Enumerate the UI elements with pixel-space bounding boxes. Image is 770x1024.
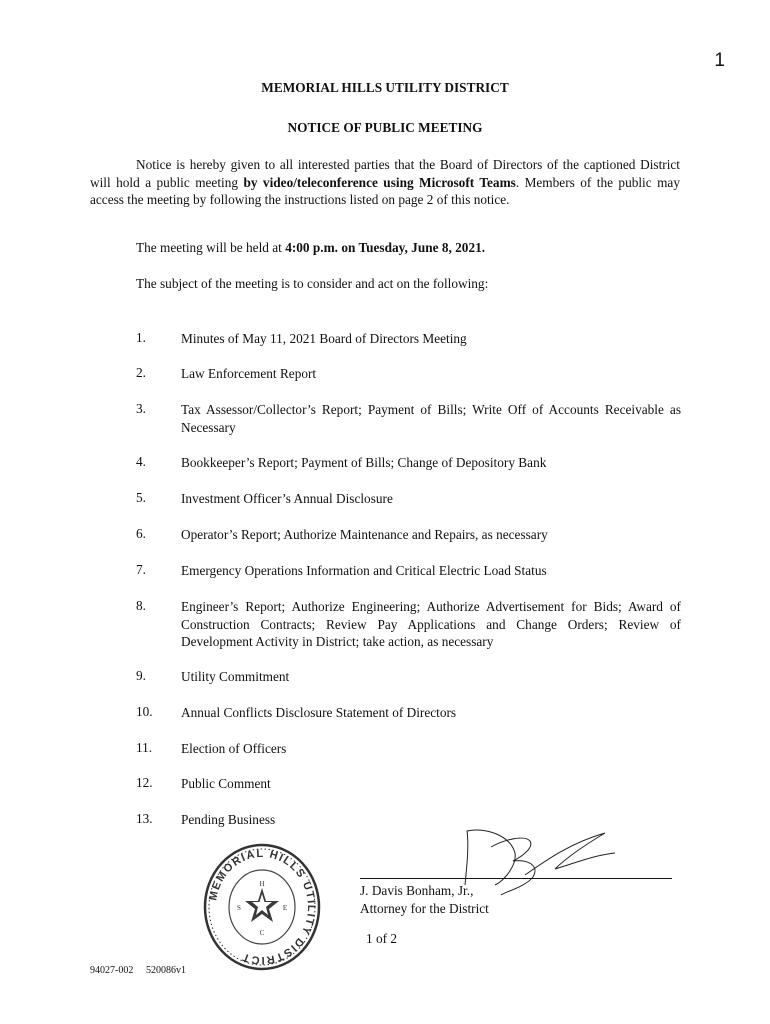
intro-bold-text: by video/teleconference using Microsoft Teams — [243, 174, 516, 190]
agenda-item-text: Pending Business — [181, 812, 276, 827]
footer-version: 520086v1 — [146, 965, 186, 976]
agenda-item-text: Annual Conflicts Disclosure Statement of Directors — [181, 705, 457, 720]
intro-paragraph — [90, 156, 680, 209]
seal-letter-bottom: C — [259, 929, 265, 937]
agenda-item-number: 2. — [136, 365, 146, 380]
meeting-time-value: 4:00 p.m. on Tuesday, June 8, 2021. — [285, 240, 486, 255]
page-of: 1 of 2 — [366, 931, 398, 946]
document-title: MEMORIAL HILLS UTILITY DISTRICT — [261, 80, 509, 95]
agenda-item-text: Election of Officers — [181, 741, 287, 756]
agenda-item-number: 11. — [136, 740, 153, 755]
agenda-item-text: Public Comment — [181, 776, 271, 791]
agenda-item-number: 13. — [136, 811, 153, 826]
signatory-name: J. Davis Bonham, Jr., — [360, 883, 474, 898]
document-subtitle: NOTICE OF PUBLIC MEETING — [287, 120, 483, 135]
signatory-role: Attorney for the District — [360, 901, 489, 916]
intro-text-1: Notice is hereby given to all interested parties that the Board of Directors of the captioned District will hold a public meeting — [90, 157, 680, 190]
agenda-item-number: 5. — [136, 490, 146, 505]
agenda-item-text: Emergency Operations Information and Critical Electric Load Status — [181, 563, 547, 578]
meeting-time-line — [136, 240, 485, 256]
agenda-item-text: Engineer’s Report; Authorize Engineering; Authorize Advertisement for Bids; Award of Construction Contracts; Review Pay Applications and Change Orders; Review of Development Activity in District; take action, as necessary — [181, 599, 681, 649]
subject-line: The subject of the meeting is to consider and act on the following: — [136, 276, 489, 291]
agenda-item-number: 6. — [136, 526, 146, 541]
agenda-item-text: Law Enforcement Report — [181, 366, 317, 381]
page-number: 1 — [714, 50, 725, 71]
agenda-item-text: Utility Commitment — [181, 669, 290, 684]
agenda-item-text: Operator’s Report; Authorize Maintenance and Repairs, as necessary — [181, 527, 548, 542]
seal-letter-left: S — [237, 904, 241, 912]
seal-letter-right: E — [282, 904, 288, 912]
footer-doc-number: 94027-002 — [90, 965, 134, 976]
agenda-item-number: 12. — [136, 775, 153, 790]
intro-text-2: . Members of the public may access the meeting by following the instructions listed on page 2 of this notice. — [90, 174, 680, 207]
agenda-item-number: 9. — [136, 668, 146, 683]
agenda-item-number: 4. — [136, 454, 146, 469]
agenda-item-number: 10. — [136, 704, 153, 719]
agenda-item-number: 7. — [136, 562, 146, 577]
seal-ring-text: MEMORIAL HILLS UTILITY DISTRICT — [207, 847, 318, 967]
agenda-item-number: 1. — [136, 330, 146, 345]
agenda-item-number: 8. — [136, 598, 146, 613]
agenda-item-text: Bookkeeper’s Report; Payment of Bills; Change of Depository Bank — [181, 455, 547, 470]
signature-line — [360, 878, 672, 879]
agenda-item-text: Tax Assessor/Collector’s Report; Payment of Bills; Write Off of Accounts Receivable as Necessary — [181, 402, 681, 435]
agenda-item-text: Minutes of May 11, 2021 Board of Directors Meeting — [181, 331, 467, 346]
district-seal — [203, 842, 321, 972]
attorney-signature — [455, 825, 625, 900]
meeting-time-prefix: The meeting will be held at — [136, 240, 286, 255]
seal-letter-top: H — [259, 880, 265, 888]
agenda-item-text: Investment Officer’s Annual Disclosure — [181, 491, 393, 506]
agenda-item-number: 3. — [136, 401, 146, 416]
